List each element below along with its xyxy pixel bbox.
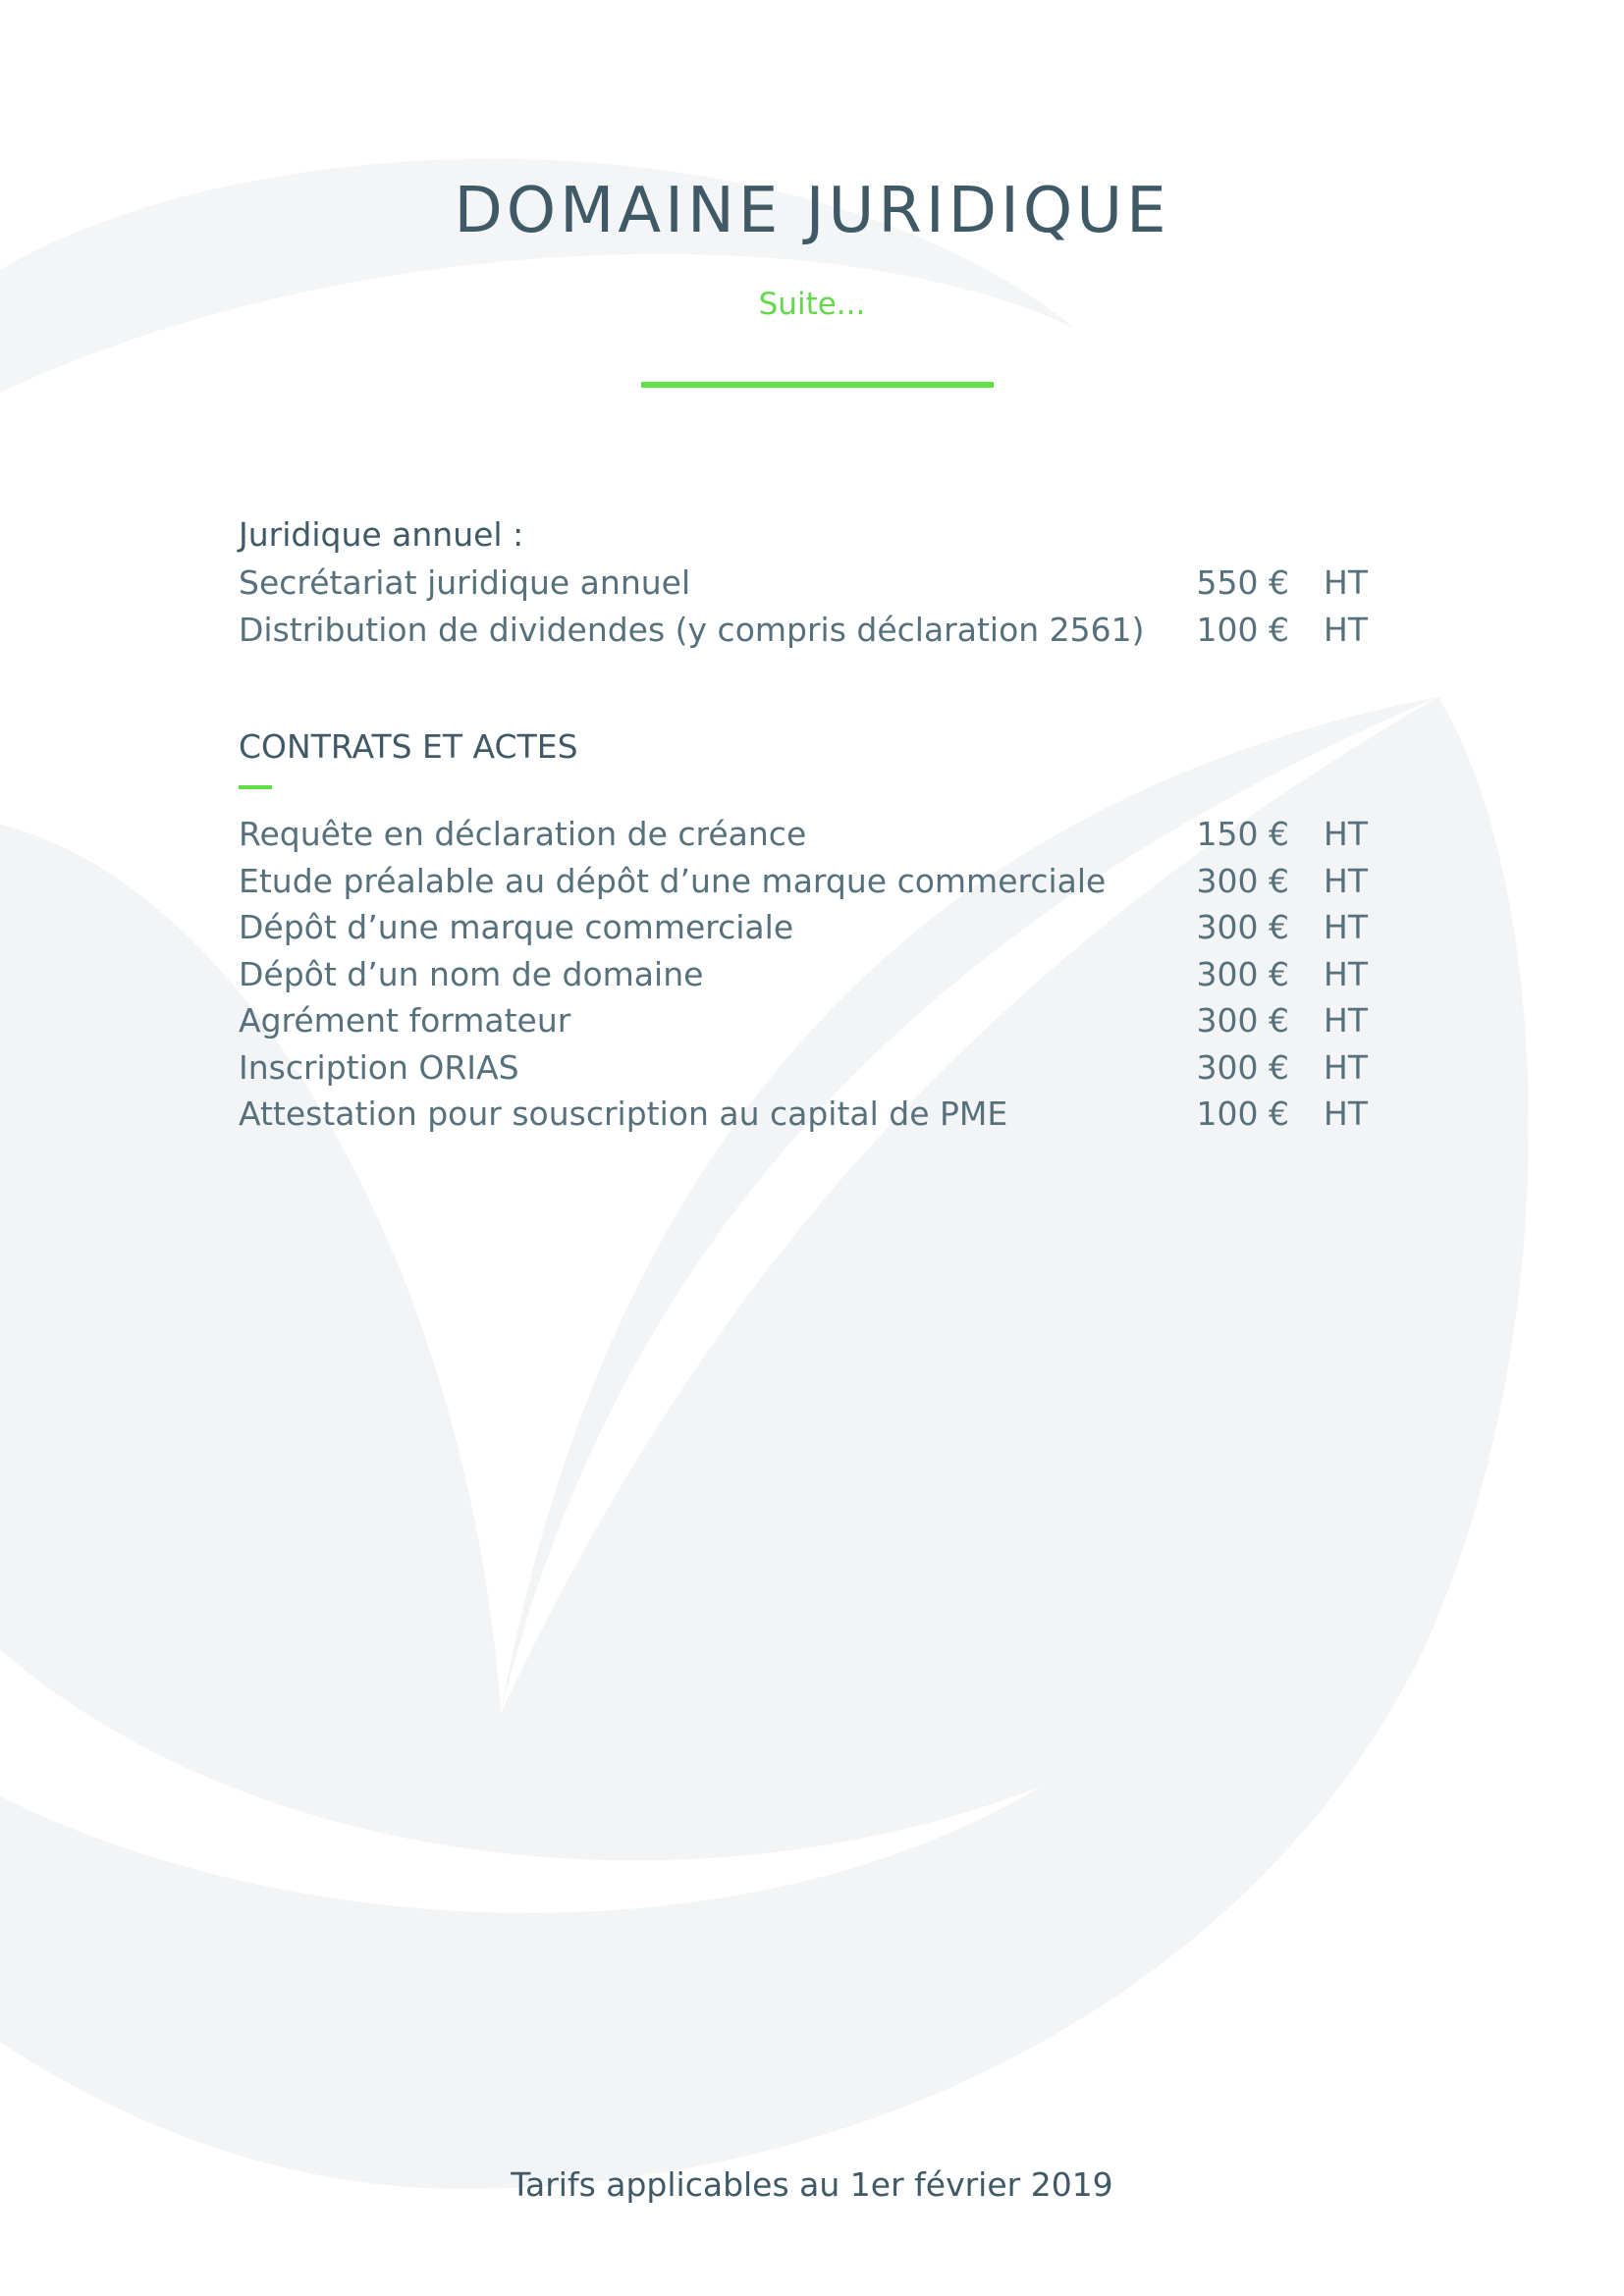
service-label: Etude préalable au dépôt d’une marque commerciale [239,861,1107,900]
section-heading: CONTRATS ET ACTES [239,727,578,766]
service-price: 300 € [1196,1047,1289,1087]
price-row [239,1091,1387,1138]
service-label: Secrétariat juridique annuel [239,563,691,602]
service-price: 300 € [1196,954,1289,993]
tax-label: HT [1324,1047,1368,1087]
tax-label: HT [1324,1095,1368,1133]
heading-underline [239,785,272,789]
service-price: 150 € [1196,815,1289,853]
service-price: 550 € [1196,563,1289,602]
price-row [239,560,1387,607]
tax-label: HT [1324,861,1368,900]
price-row [239,811,1387,858]
price-row [239,904,1387,951]
section-heading: Juridique annuel : [239,515,524,554]
service-label: Requête en déclaration de créance [239,815,807,853]
service-price: 300 € [1196,908,1289,946]
price-row [239,951,1387,998]
service-label: Agrément formateur [239,1001,571,1040]
section-juridique-annuel [239,510,1387,653]
service-label: Dépôt d’une marque commerciale [239,908,794,946]
page-subtitle: Suite... [758,287,866,322]
price-row [239,997,1387,1044]
service-price: 100 € [1196,1095,1289,1133]
footer-note: Tarifs applicables au 1er février 2019 [511,2165,1113,2204]
title-underline [641,382,994,388]
service-price: 100 € [1196,610,1289,649]
tax-label: HT [1324,1001,1368,1040]
service-label: Inscription ORIAS [239,1047,519,1087]
tax-label: HT [1324,815,1368,853]
service-label: Attestation pour souscription au capital de PME [239,1095,1008,1133]
price-row [239,1044,1387,1092]
service-label: Distribution de dividendes (y compris déclaration 2561) [239,610,1145,649]
price-row [239,607,1387,654]
service-price: 300 € [1196,861,1289,900]
price-row [239,858,1387,905]
service-price: 300 € [1196,1001,1289,1040]
service-label: Dépôt d’un nom de domaine [239,954,704,993]
page-title: DOMAINE JURIDIQUE [454,175,1170,247]
tax-label: HT [1324,610,1368,649]
tax-label: HT [1324,954,1368,993]
tax-label: HT [1324,908,1368,946]
section-contrats-actes [239,722,1387,1138]
tax-label: HT [1324,563,1368,602]
